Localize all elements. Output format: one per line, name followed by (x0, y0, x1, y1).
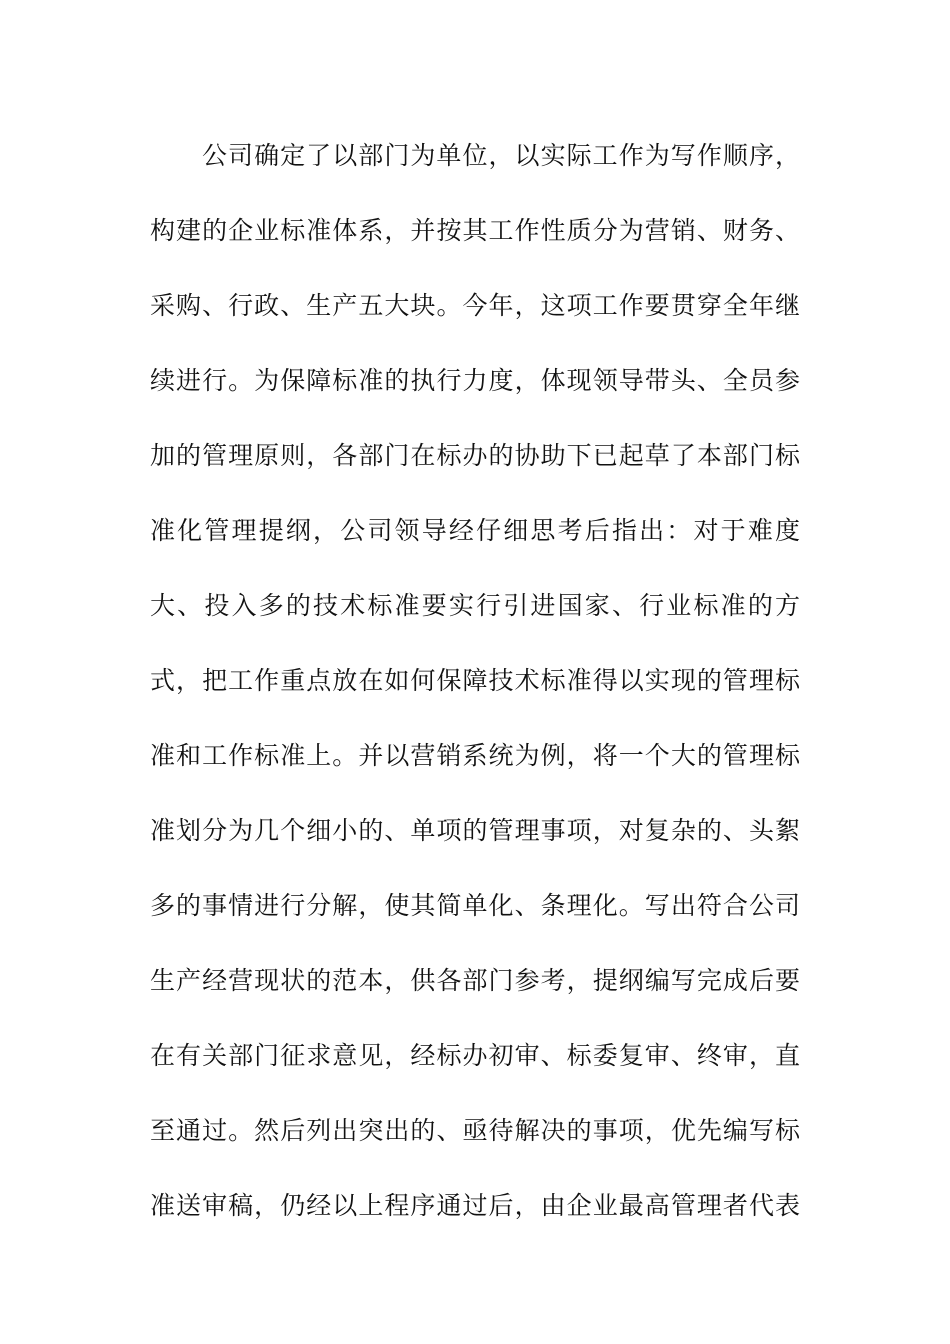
text-line: 公司确定了以部门为单位，以实际工作为写作顺序， (202, 141, 800, 170)
text-line: 采购、行政、生产五大块。今年，这项工作要贯穿全年继 (150, 291, 800, 320)
text-line: 准化管理提纲，公司领导经仔细思考后指出：对于难度 (150, 516, 800, 545)
text-line: 多的事情进行分解，使其简单化、条理化。写出符合公司 (150, 891, 800, 920)
text-line: 构建的企业标准体系，并按其工作性质分为营销、财务、 (150, 216, 800, 245)
text-line: 式，把工作重点放在如何保障技术标准得以实现的管理标 (150, 666, 800, 695)
body-paragraph (150, 128, 800, 1253)
text-line: 准和工作标准上。并以营销系统为例，将一个大的管理标 (150, 741, 800, 770)
text-line: 准送审稿，仍经以上程序通过后，由企业最高管理者代表 (150, 1191, 800, 1220)
text-line: 在有关部门征求意见，经标办初审、标委复审、终审，直 (150, 1041, 800, 1070)
text-line: 大、投入多的技术标准要实行引进国家、行业标准的方 (150, 591, 800, 620)
text-line: 续进行。为保障标准的执行力度，体现领导带头、全员参 (150, 366, 800, 395)
text-line: 至通过。然后列出突出的、亟待解决的事项，优先编写标 (150, 1116, 800, 1145)
text-line: 加的管理原则，各部门在标办的协助下已起草了本部门标 (150, 441, 800, 470)
text-line: 准划分为几个细小的、单项的管理事项，对复杂的、头絮 (150, 816, 800, 845)
text-line: 生产经营现状的范本，供各部门参考，提纲编写完成后要 (150, 966, 800, 995)
